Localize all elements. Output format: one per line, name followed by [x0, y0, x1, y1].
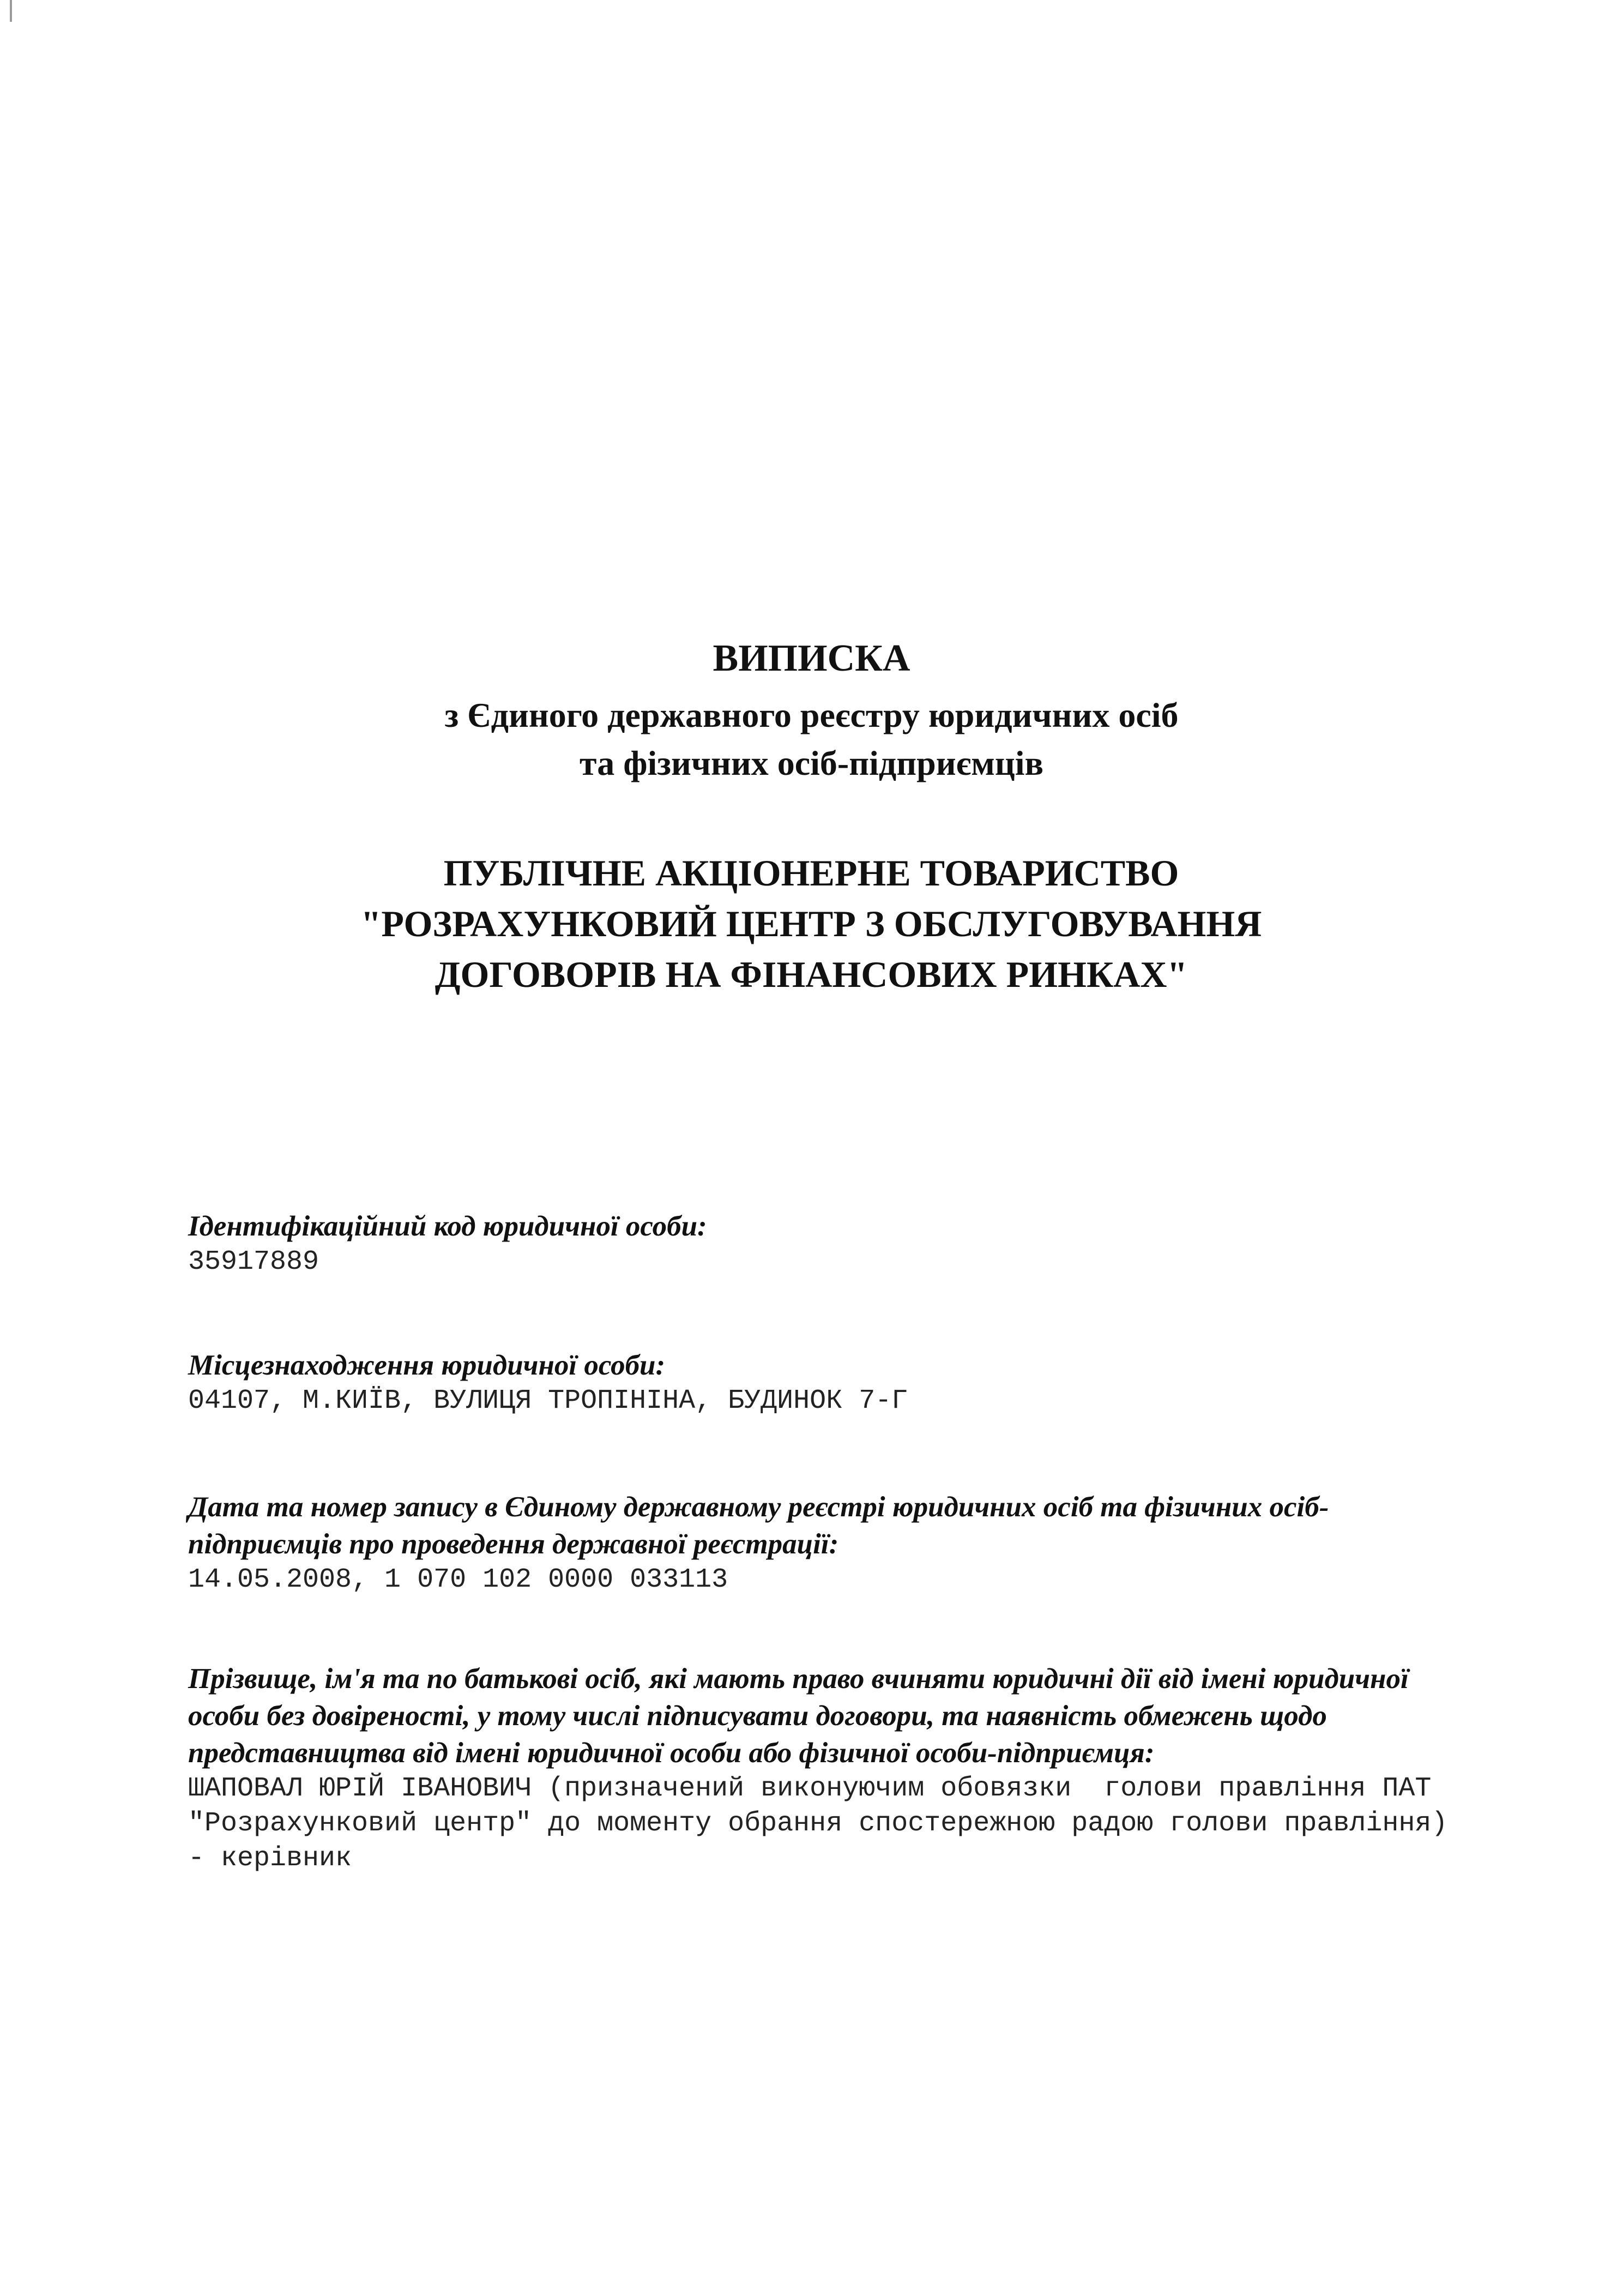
authorized-persons-section: [188, 1660, 1464, 1876]
identification-code-value: 35917889: [188, 1246, 319, 1277]
identification-code-label: Ідентифікаційний код юридичної особи:: [188, 1210, 707, 1242]
organization-name: ПУБЛІЧНЕ АКЦІОНЕРНЕ ТОВАРИСТВО "РОЗРАХУНКОВИЙ ЦЕНТР З ОБСЛУГОВУВАННЯ ДОГОВОРІВ НА ФІНАНСОВИХ РИНКАХ": [360, 852, 1262, 995]
registration-value: 14.05.2008, 1 070 102 0000 033113: [188, 1564, 728, 1595]
location-label: Місцезнаходження юридичної особи:: [188, 1349, 666, 1381]
authorized-persons-label: Прізвище, ім'я та по батькові осіб, які мають право вчиняти юридичні дії від імені юридичної особи без довіреності, у тому числі підписувати договори, та наявність обмежень щодо представництва від імені юридичної особи або фізичної особи-підприємця:: [188, 1663, 1409, 1769]
subtitle-line-1: з Єдиного державного реєстру юридичних осіб: [444, 696, 1179, 734]
registration-label: Дата та номер запису в Єдиному державному реєстрі юридичних осіб та фізичних осіб-підприємців про проведення державної реєстрації:: [188, 1491, 1329, 1560]
subtitle-line-2: та фізичних осіб-підприємців: [579, 744, 1044, 782]
document-title: ВИПИСКА: [713, 637, 910, 679]
registration-section: [188, 1489, 1458, 1598]
scan-edge-mark: [10, 0, 12, 22]
location-value: 04107, М.КИЇВ, ВУЛИЦЯ ТРОПІНІНА, БУДИНОК 7-Г: [188, 1385, 908, 1417]
document-subtitle: [0, 691, 1623, 787]
authorized-persons-value: ШАПОВАЛ ЮРІЙ ІВАНОВИЧ (призначений виконуючим обовязки голови правління ПАТ "Розрахунковий центр" до моменту обрання спостережною радою голови правління) - керівник: [188, 1773, 1464, 1874]
location-section: [188, 1347, 1458, 1419]
identification-code-section: [188, 1208, 1458, 1280]
